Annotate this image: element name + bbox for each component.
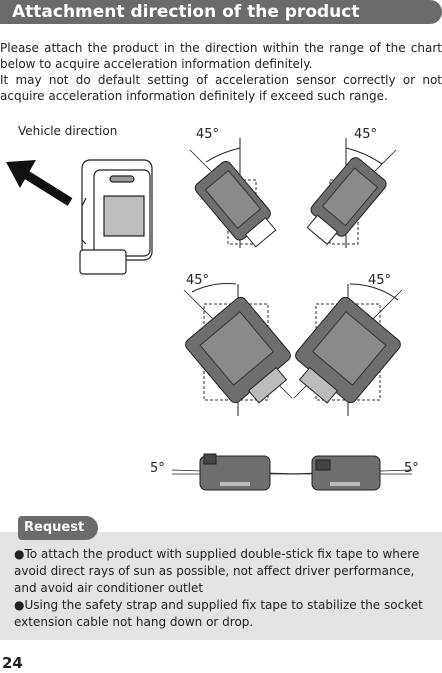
device-illustration	[80, 160, 152, 274]
intro-paragraph-2: It may not do default setting of acceleration sensor correctly or not acquire acceleration information definitely if exceed such range.	[0, 73, 442, 103]
angle-label-top-left: 45°	[196, 127, 220, 142]
diagram-bottom-left	[172, 454, 300, 490]
diagram-top-right	[300, 138, 396, 249]
vehicle-direction-arrow	[6, 160, 70, 202]
intro-paragraph-1: Please attach the product in the direction within the range of the chart below to acquire acceleration information definitely.	[0, 41, 442, 71]
diagram-mid-right	[284, 284, 403, 416]
angle-label-mid-left: 45°	[186, 273, 210, 288]
request-item: ●Using the safety strap and supplied fix tape to stabilize the socket extension cable not hang down or drop.	[14, 598, 423, 629]
angle-label-bottom-left: 5°	[150, 461, 165, 476]
angle-label-top-right: 45°	[354, 127, 378, 142]
page-title: Attachment direction of the product	[12, 2, 360, 22]
angle-label-bottom-right: 5°	[404, 461, 419, 476]
vehicle-direction-label: Vehicle direction	[18, 124, 118, 138]
page-number: 24	[2, 654, 23, 672]
diagram-mid-left	[183, 284, 302, 416]
diagram-bottom-right	[286, 456, 412, 490]
request-item: ●To attach the product with supplied double-stick fix tape to where avoid direct rays of sun as possible, not affect driver performance, and avoid air conditioner outlet	[14, 547, 420, 595]
request-list	[14, 546, 424, 631]
angle-label-mid-right: 45°	[368, 273, 392, 288]
request-tag: Request	[18, 516, 98, 540]
diagram-top-left	[190, 138, 282, 253]
